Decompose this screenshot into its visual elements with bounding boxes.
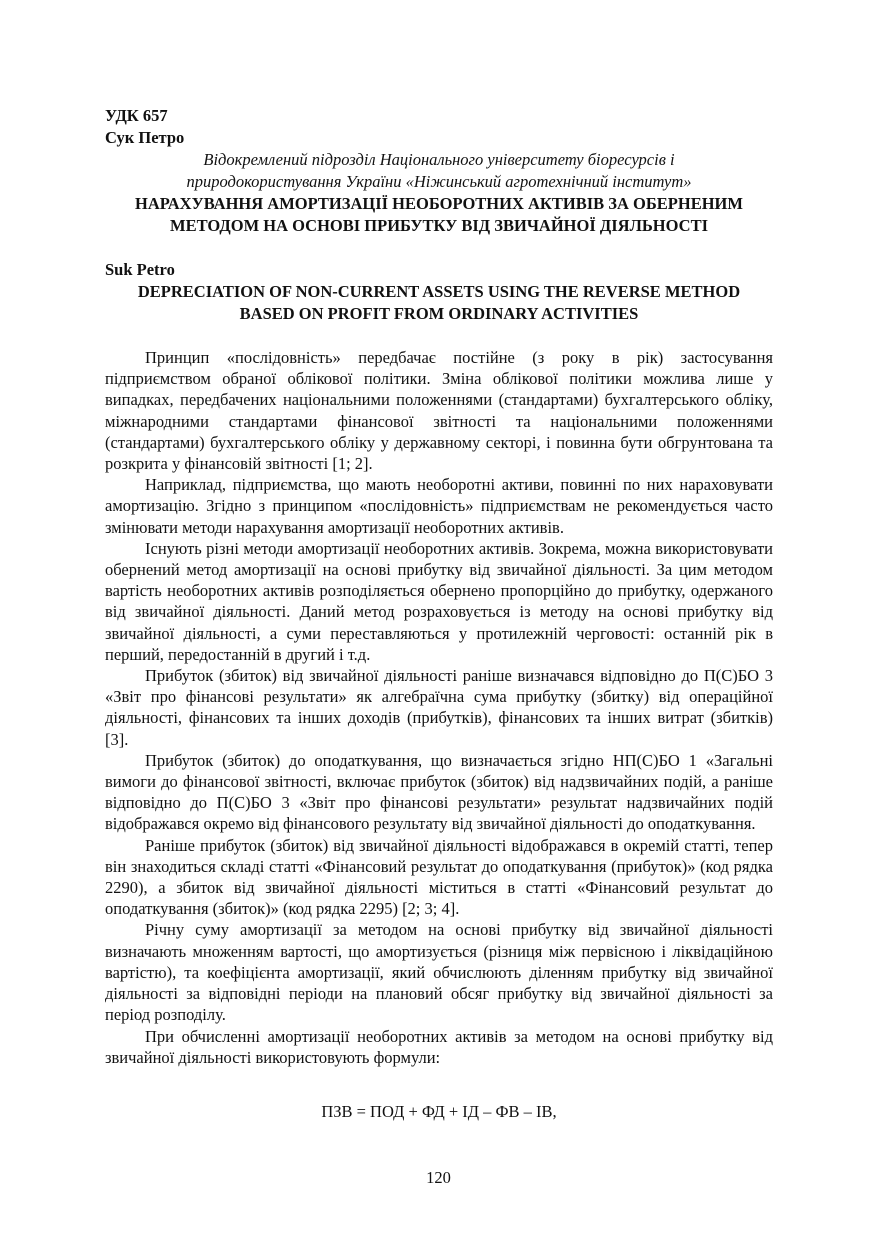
body-paragraph: Існують різні методи амортизації необоротних активів. Зокрема, можна використовувати обернений метод амортизації на основі прибутку від звичайної діяльності. За цим методом вартість необоротних активів розподіляється обернено пропорційно до прибутку, одержаного від звичайної діяльності. Даний метод розраховується із методу на основі прибутку від звичайної діяльності, а суми переставляються у протилежній черговості: останній рік в перший, передостанній в другий і т.д. (105, 538, 773, 664)
page-number: 120 (426, 1168, 451, 1187)
spacer (105, 325, 773, 347)
author-name-uk: Сук Петро (105, 128, 185, 147)
affiliation-line-1: Відокремлений підрозділ Національного університету біоресурсів і (203, 150, 675, 169)
title-uk-line-1: НАРАХУВАННЯ АМОРТИЗАЦІЇ НЕОБОРОТНИХ АКТИВІВ ЗА ОБЕРНЕНИМ (135, 194, 743, 213)
formula: ПЗВ = ПОД + ФД + ІД – ФВ – ІВ, (321, 1101, 557, 1121)
body-paragraph: При обчисленні амортизації необоротних активів за методом на основі прибутку від звичайної діяльності використовують формули: (105, 1026, 773, 1067)
udc-code: УДК 657 (105, 106, 168, 125)
title-en-line-1: DEPRECIATION OF NON-CURRENT ASSETS USING THE REVERSE METHOD (137, 282, 741, 301)
body-paragraph: Наприклад, підприємства, що мають необоротні активи, повинні по них нараховувати амортизацію. Згідно з принципом «послідовність» підприємствам не рекомендується часто змінювати методи нарахування амортизації необоротних активів. (105, 475, 773, 537)
body-paragraph: Раніше прибуток (збиток) від звичайної діяльності відображався в окремій статті, тепер він знаходиться складі статті «Фінансовий результат до оподаткування (прибуток)» (код рядка 2290), а збиток від звичайної діяльності міститься в статті «Фінансовий результат до оподаткування (збиток)» (код рядка 2295) [2; 3; 4]. (105, 835, 773, 919)
body-paragraph: Прибуток (збиток) до оподаткування, що визначається згідно НП(С)БО 1 «Загальні вимоги до фінансової звітності, включає прибуток (збиток) від надзвичайних подій, а раніше відповідно до П(С)БО 3 «Звіт про фінансові результати» результат надзвичайних подій відображався окремо від фінансового результату від звичайної діяльності до оподаткування. (105, 750, 773, 834)
body-paragraph: Принцип «послідовність» передбачає постійне (з року в рік) застосування підприємством обраної облікової політики. Зміна облікової політики можлива лише у випадках, передбачених національними положеннями (стандартами) бухгалтерського обліку, міжнародними стандартами фінансової звітності та національними положеннями (стандартами) бухгалтерського обліку у державному секторі, і повинна бути обгрунтована та розкрита у фінансовій звітності [1; 2]. (105, 348, 773, 474)
affiliation-line-2: природокористування України «Ніжинський агротехнічний інститут» (186, 172, 692, 191)
title-en-line-2: BASED ON PROFIT FROM ORDINARY ACTIVITIES (239, 304, 639, 323)
spacer (105, 237, 773, 259)
author-name-en: Suk Petro (105, 260, 175, 279)
article-page (105, 105, 773, 1123)
title-uk-line-2: МЕТОДОМ НА ОСНОВІ ПРИБУТКУ ВІД ЗВИЧАЙНОЇ ДІЯЛЬНОСТІ (170, 216, 708, 235)
body-paragraph: Прибуток (збиток) від звичайної діяльності раніше визначався відповідно до П(С)БО 3 «Звіт про фінансові результати» як алгебраїчна сума прибутку (збитку) від операційної діяльності, фінансових та інших доходів (прибутків), фінансових та інших витрат (збитків) [3]. (105, 666, 773, 749)
body-paragraph: Річну суму амортизації за методом на основі прибутку від звичайної діяльності визначають множенням вартості, що амортизується (різниця між первісною і ліквідаційною вартістю), та коефіцієнта амортизації, який обчислюють діленням прибутку від звичайної діяльності за відповідні періоди на плановий обсяг прибутку від звичайної діяльності за період розподілу. (105, 920, 773, 1025)
